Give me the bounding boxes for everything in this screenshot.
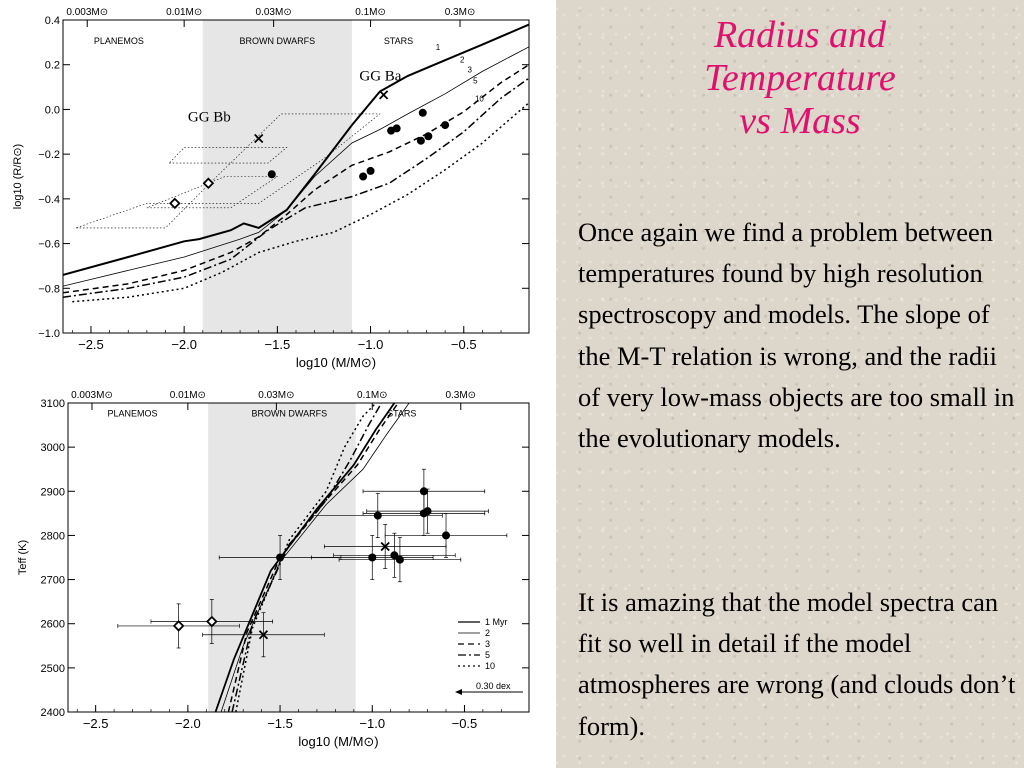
data-point-filled [359,173,367,181]
y-tick-label: −0.8 [38,283,60,296]
y-tick-label: 3100 [40,398,65,410]
scale-arrow-label: 0.30 dex [476,681,511,691]
y-tick-label: 2600 [40,618,65,631]
y-tick-label: −0.2 [38,149,60,162]
data-point-filled [268,170,276,178]
scale-arrow-head [455,689,462,695]
series-label: 10 [474,94,484,104]
region-label: PLANEMOS [93,36,144,47]
series-label: 1 [435,43,441,53]
data-point-filled [441,121,449,129]
top-axis-label: 0.1M⊙ [355,7,386,18]
series-label: 2 [460,55,465,65]
x-tick-label: −1.5 [264,337,291,352]
data-point-filled [420,487,428,495]
region-label: STARS [383,36,414,47]
data-point-filled [442,531,450,539]
region-label: BROWN DWARFS [239,36,316,47]
x-axis-label: log10 (M/M⊙) [295,355,377,370]
slide-title [640,14,960,143]
y-tick-label: 2400 [40,707,65,719]
point-annotation: GG Bb [187,109,231,126]
radius-mass-chart [0,0,556,382]
top-axis-label: 0.003M⊙ [71,390,113,401]
x-tick-label: −0.5 [450,337,477,352]
x-tick-label: −2.5 [82,716,109,731]
y-tick-label: 3000 [40,442,65,455]
y-tick-label: 0.2 [44,59,60,72]
top-axis-label: 0.03M⊙ [258,390,295,401]
x-tick-label: −2.0 [175,716,201,731]
y-tick-label: 2500 [40,662,65,675]
top-axis-label: 0.1M⊙ [356,390,388,401]
slide-title-line: Temperature [704,57,896,99]
data-point-filled [393,124,401,132]
data-point-filled [368,554,376,562]
y-axis-label: Teff (K) [17,539,29,576]
body-paragraph: It is amazing that the model spectra can fit so well in detail if the model atmospheres are wrong (and clouds don’t form). [578,587,1016,741]
y-axis-label: log10 (R/R⊙) [12,143,24,210]
y-tick-label: −0.4 [38,193,60,206]
region-label: STARS [387,408,417,419]
data-point-open-diamond [170,199,179,208]
series-label: 3 [467,65,472,75]
y-tick-label: 2700 [40,574,65,587]
legend-label: 10 [485,661,496,671]
data-point-filled [367,167,375,175]
data-point-filled [417,137,425,145]
legend-label: 5 [485,650,491,660]
x-axis-label: log10 (M/M⊙) [298,734,379,749]
y-tick-label: −0.6 [38,238,60,251]
x-tick-label: −0.5 [451,716,478,731]
x-tick-label: −1.0 [359,716,386,731]
top-axis-label: 0.03M⊙ [255,7,292,18]
top-axis-label: 0.3M⊙ [444,7,476,18]
body-paragraph: Once again we find a problem between temperatures found by high resolution spectroscopy and models. The slope of the M-T relation is wrong, and the radii of very low-mass objects are too small in the evolutionary models. [578,217,1015,454]
top-axis-label: 0.003M⊙ [66,7,109,18]
data-point-filled [424,507,432,515]
x-tick-label: −1.5 [267,716,293,731]
y-tick-label: 0.4 [44,15,60,27]
top-axis-label: 0.3M⊙ [445,390,477,401]
temperature-mass-chart [0,382,556,768]
top-axis-label: 0.01M⊙ [169,390,206,401]
data-point-cross [380,91,388,99]
top-axis-label: 0.01M⊙ [166,7,203,18]
slide-title-line: Radius and [713,14,887,56]
y-tick-label: 0.0 [44,104,60,117]
data-point-open-diamond [174,621,183,630]
point-annotation: GG Ba [359,68,402,85]
legend-label: 2 [485,628,491,638]
data-point-filled [374,512,382,520]
y-tick-label: 2800 [40,530,65,543]
legend-label: 1 Myr [485,617,508,627]
x-tick-label: −2.0 [171,337,197,352]
data-point-filled [424,132,432,140]
x-tick-label: −2.5 [78,337,104,352]
x-tick-label: −1.0 [357,337,384,352]
region-label: BROWN DWARFS [251,408,328,419]
data-point-filled [276,554,284,562]
slide-title-line: vs Mass [739,100,861,142]
data-point-filled [396,556,404,564]
y-tick-label: 2900 [40,486,65,499]
legend-label: 3 [485,639,491,649]
region-label: PLANEMOS [107,408,158,419]
y-tick-label: −1.0 [38,328,60,340]
series-label: 5 [473,76,478,86]
data-point-filled [419,109,427,117]
